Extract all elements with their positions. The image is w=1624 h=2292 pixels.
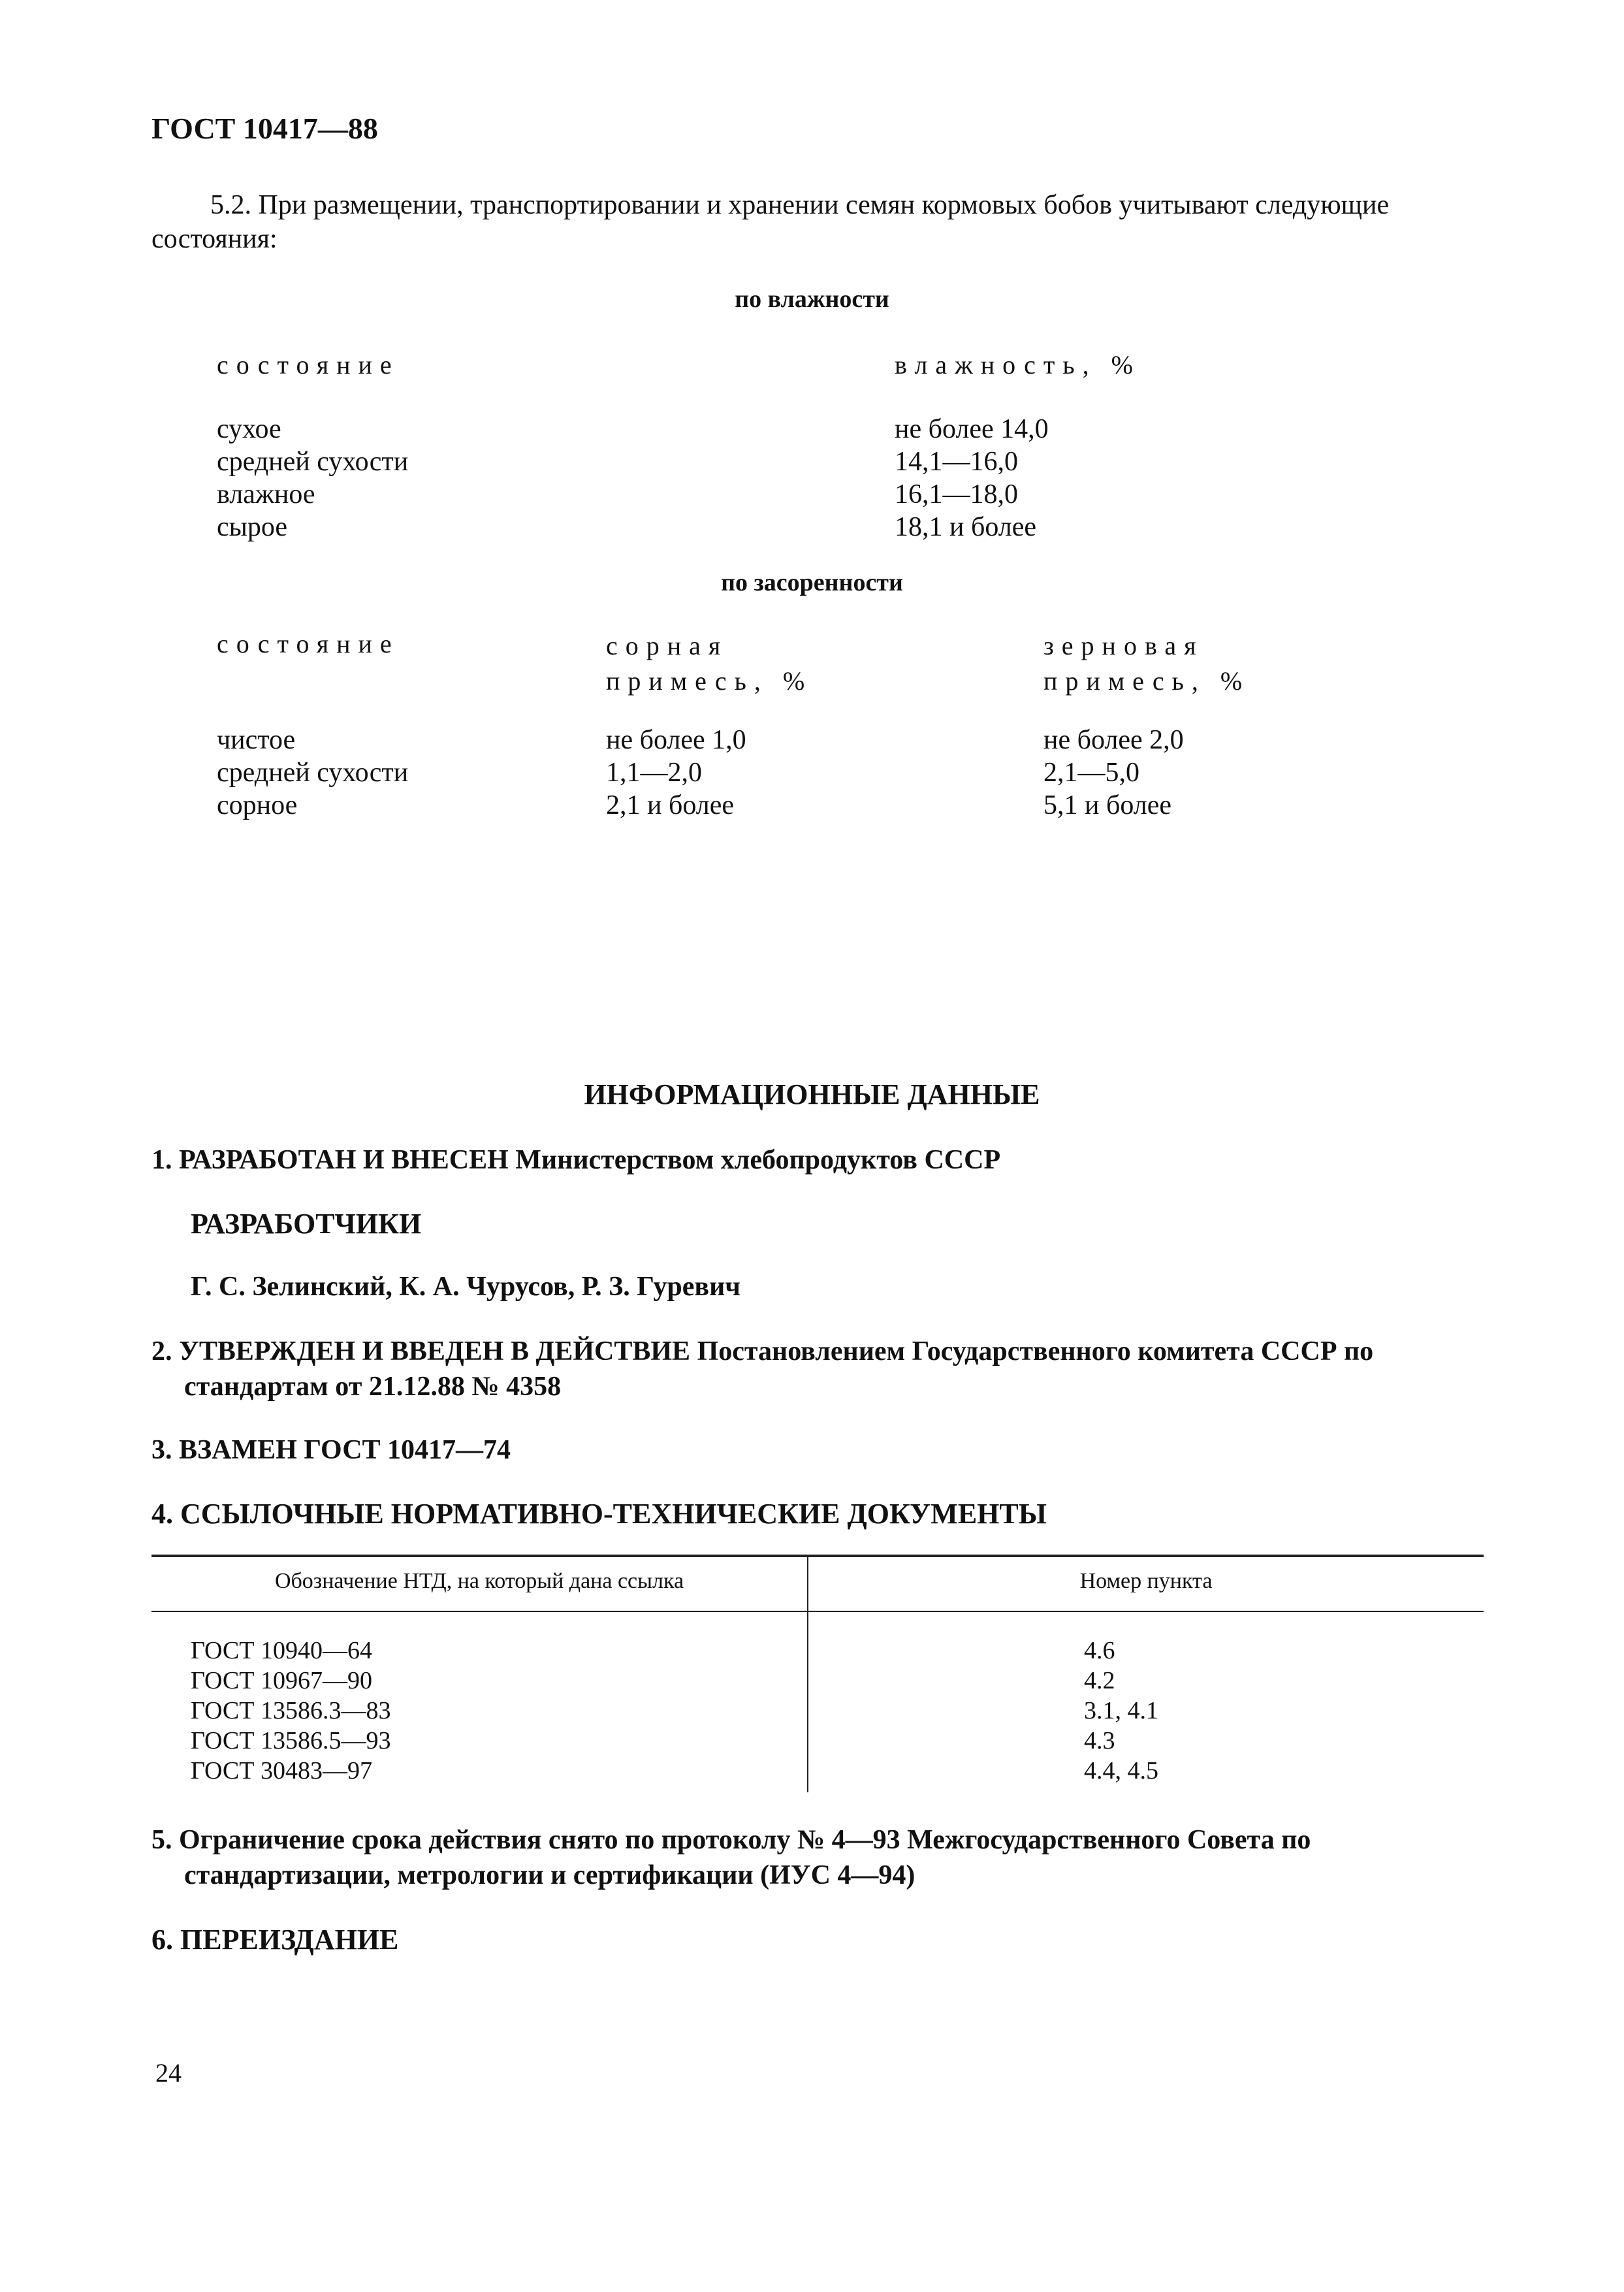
impurity-col-weed bbox=[606, 628, 812, 699]
moisture-state: сухое bbox=[217, 414, 281, 444]
table-doc-cell: ГОСТ 10940—64 bbox=[191, 1637, 372, 1664]
impurity-grain-value: 2,1—5,0 bbox=[1043, 758, 1139, 788]
info-item-4: 4. ССЫЛОЧНЫЕ НОРМАТИВНО-ТЕХНИЧЕСКИЕ ДОКУМЕНТЫ bbox=[151, 1498, 1047, 1530]
moisture-col-value: влажность, % bbox=[895, 350, 1141, 379]
table-top-rule bbox=[151, 1555, 1484, 1557]
impurity-weed-value: не более 1,0 bbox=[606, 725, 746, 755]
moisture-value: не более 14,0 bbox=[895, 414, 1049, 444]
impurity-grain-value: не более 2,0 bbox=[1043, 725, 1184, 755]
impurity-grain-list bbox=[1043, 724, 1184, 822]
table-doc-cell: ГОСТ 30483—97 bbox=[191, 1757, 372, 1784]
moisture-value-list bbox=[895, 413, 1049, 543]
page-number: 24 bbox=[155, 2058, 182, 2088]
table-doc-cell: ГОСТ 13586.5—93 bbox=[191, 1727, 391, 1754]
table-header-point: Номер пункта bbox=[1079, 1569, 1213, 1593]
developers-label: РАЗРАБОТЧИКИ bbox=[191, 1208, 422, 1240]
info-title: ИНФОРМАЦИОННЫЕ ДАННЫЕ bbox=[584, 1078, 1040, 1110]
document-header: ГОСТ 10417—88 bbox=[151, 112, 378, 145]
impurity-col-grain-line1: зерновая bbox=[1043, 631, 1204, 660]
moisture-section-title: по влажности bbox=[735, 285, 889, 313]
paragraph-5-2: 5.2. При размещении, транспортировании и хранении семян кормовых бобов учитывают следующие состояния: bbox=[151, 190, 1390, 254]
impurity-state: чистое bbox=[217, 725, 296, 755]
moisture-value: 14,1—16,0 bbox=[895, 447, 1018, 477]
table-doc-column bbox=[191, 1636, 391, 1786]
impurity-col-state: состояние bbox=[217, 629, 400, 658]
info-item-1: 1. РАЗРАБОТАН И ВНЕСЕН Министерством хлебопродуктов СССР bbox=[151, 1145, 1001, 1175]
impurity-col-weed-line2: примесь, % bbox=[606, 666, 813, 696]
impurity-col-grain bbox=[1043, 628, 1250, 699]
impurity-state: сорное bbox=[217, 790, 298, 820]
impurity-grain-value: 5,1 и более bbox=[1043, 790, 1172, 820]
table-point-cell: 4.2 bbox=[1084, 1667, 1115, 1694]
table-point-cell: 3.1, 4.1 bbox=[1084, 1697, 1158, 1724]
impurity-col-grain-line2: примесь, % bbox=[1043, 666, 1250, 696]
info-item-6: 6. ПЕРЕИЗДАНИЕ bbox=[151, 1924, 399, 1956]
impurity-weed-value: 1,1—2,0 bbox=[606, 758, 702, 788]
table-point-cell: 4.6 bbox=[1084, 1637, 1115, 1664]
moisture-state: сырое bbox=[217, 512, 288, 542]
info-item-5: 5. Ограничение срока действия снято по протоколу № 4—93 Межгосударственного Совета по стандартизации, метрологии и сертификации (ИУС 4—94) bbox=[151, 1825, 1311, 1890]
moisture-state: влажное bbox=[217, 479, 315, 509]
impurity-state-list bbox=[217, 724, 408, 822]
table-point-cell: 4.4, 4.5 bbox=[1084, 1757, 1158, 1784]
moisture-value: 18,1 и более bbox=[895, 512, 1037, 542]
table-header-rule bbox=[151, 1611, 1484, 1612]
moisture-state-list bbox=[217, 413, 408, 543]
impurity-weed-value: 2,1 и более bbox=[606, 790, 735, 820]
table-point-cell: 4.3 bbox=[1084, 1727, 1115, 1754]
impurity-section-title: по засоренности bbox=[721, 569, 903, 596]
table-header-doc: Обозначение НТД, на который дана ссылка bbox=[274, 1569, 684, 1593]
impurity-weed-list bbox=[606, 724, 746, 822]
moisture-col-state: состояние bbox=[217, 350, 400, 379]
table-doc-cell: ГОСТ 10967—90 bbox=[191, 1667, 372, 1694]
impurity-col-weed-line1: сорная bbox=[606, 631, 729, 660]
moisture-value: 16,1—18,0 bbox=[895, 479, 1018, 509]
impurity-state: средней сухости bbox=[217, 758, 409, 788]
info-item-3: 3. ВЗАМЕН ГОСТ 10417—74 bbox=[151, 1435, 511, 1465]
info-item-2: 2. УТВЕРЖДЕН И ВВЕДЕН В ДЕЙСТВИЕ Постановлением Государственного комитета СССР по стандартам от 21.12.88 № 4358 bbox=[151, 1336, 1374, 1402]
moisture-state: средней сухости bbox=[217, 447, 409, 477]
table-point-column bbox=[1084, 1636, 1158, 1786]
table-doc-cell: ГОСТ 13586.3—83 bbox=[191, 1697, 391, 1724]
developers-names: Г. С. Зелинский, К. А. Чурусов, Р. З. Гуревич bbox=[191, 1272, 740, 1302]
